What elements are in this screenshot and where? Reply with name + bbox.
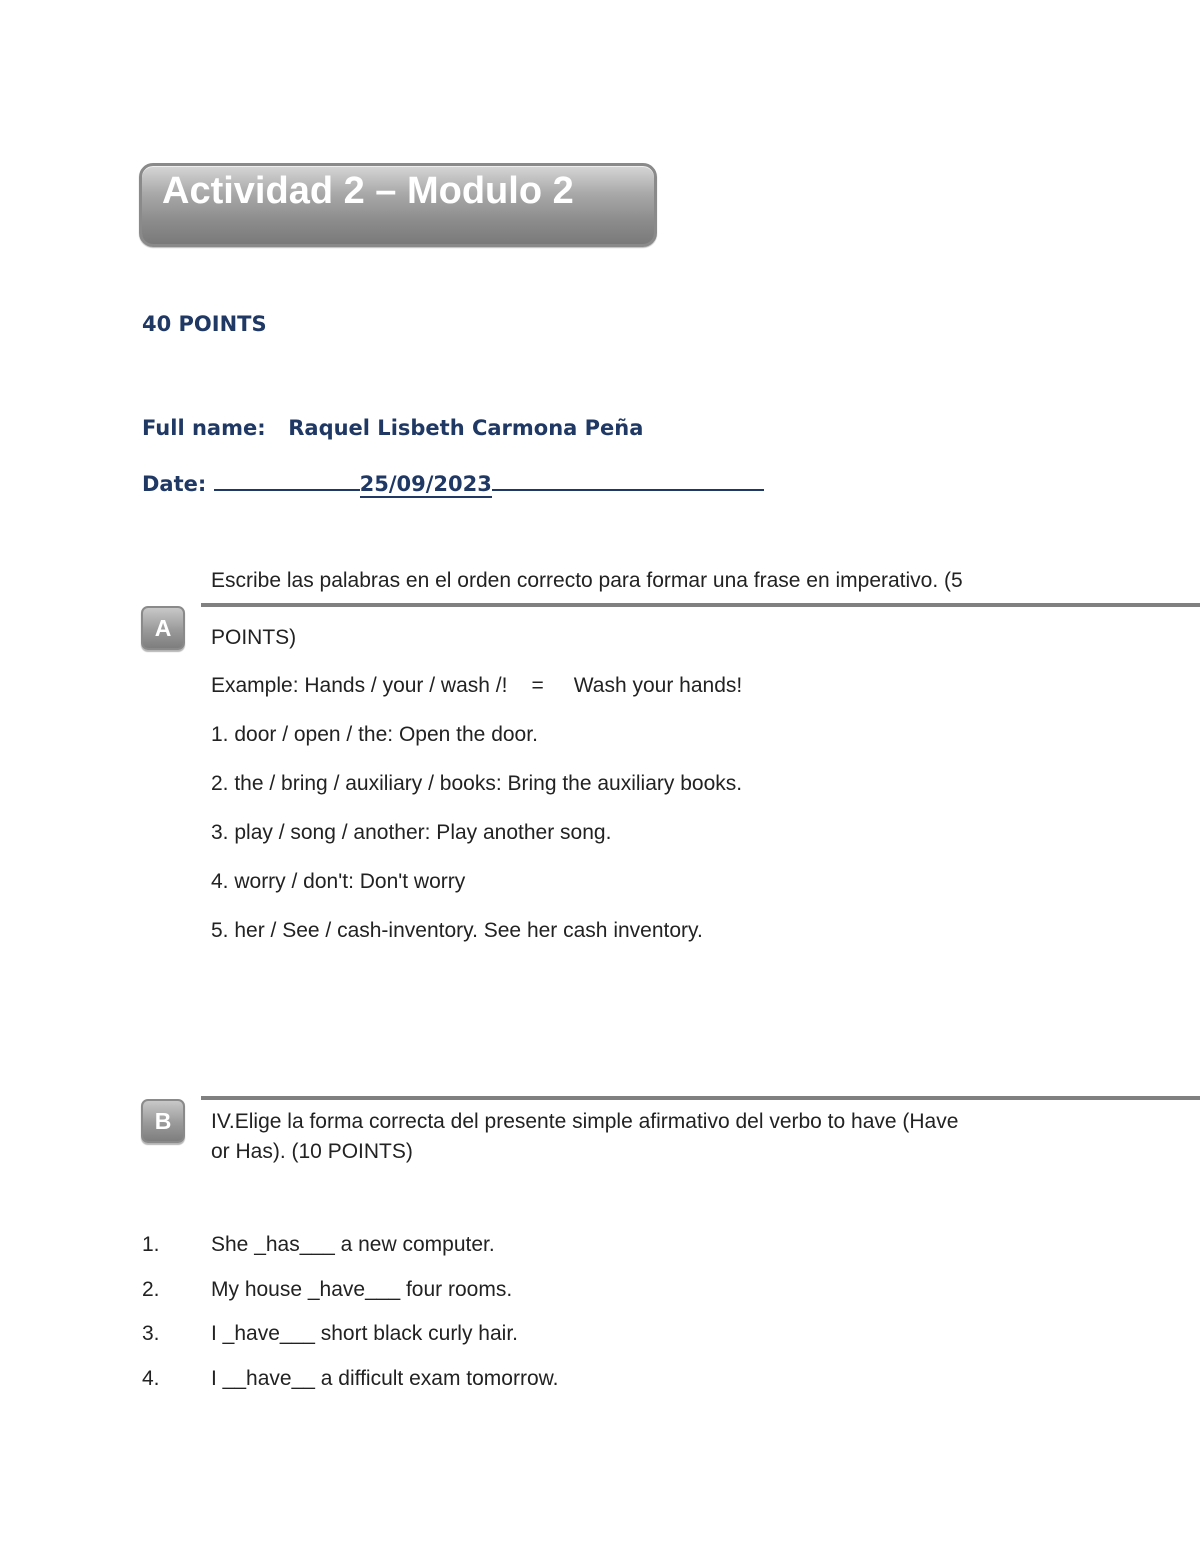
section-a-instruction: Escribe las palabras en el orden correcto para formar una frase en imperativo. (5 [211,569,963,592]
section-b-instruction: IV.Elige la forma correcta del presente simple afirmativo del verbo to have (Have [211,1110,959,1133]
section-a-instruction-cont: POINTS) [211,626,297,649]
section-b-item-4: I __have__ a difficult exam tomorrow. [211,1367,559,1390]
section-b-item-3: I _have___ short black curly hair. [211,1322,519,1345]
section-b-item-4-number: 4. [142,1367,160,1390]
section-a-example [211,674,742,698]
section-b-item-2: My house _have___ four rooms. [211,1278,513,1301]
example-answer: Wash your hands! [573,674,743,697]
date-blank-right [492,467,764,491]
section-b-item-3-number: 3. [142,1322,160,1345]
full-name-line [142,416,643,440]
date-blank-left [214,467,360,491]
title-banner [139,163,657,247]
example-prompt: Example: Hands / your / wash /! [211,674,508,697]
section-b-item-1-number: 1. [142,1233,160,1256]
section-a-item-4: 4. worry / don't: Don't worry [211,870,466,893]
section-a-item-1: 1. door / open / the: Open the door. [211,723,538,746]
section-a-item-5: 5. her / See / cash-inventory. See her cash inventory. [211,919,703,942]
section-a-item-2: 2. the / bring / auxiliary / books: Bring the auxiliary books. [211,772,743,795]
section-b-badge: B [141,1099,185,1143]
section-b-divider [201,1096,1200,1100]
section-a-divider [201,603,1200,607]
section-a-item-3: 3. play / song / another: Play another song. [211,821,612,844]
full-name-label: Full name: [142,416,266,440]
section-a-badge: A [141,606,185,650]
section-b-item-2-number: 2. [142,1278,160,1301]
example-equals: = [531,674,544,697]
points-label: 40 POINTS [142,312,267,336]
date-label: Date: [142,472,207,496]
date-value: 25/09/2023 [359,472,492,496]
full-name-value: Raquel Lisbeth Carmona Peña [288,416,644,440]
page-title: Actividad 2 – Modulo 2 [162,170,574,212]
section-b-instruction-cont: or Has). (10 POINTS) [211,1140,413,1163]
section-b-item-1: She _has___ a new computer. [211,1233,495,1256]
date-line [142,467,764,496]
